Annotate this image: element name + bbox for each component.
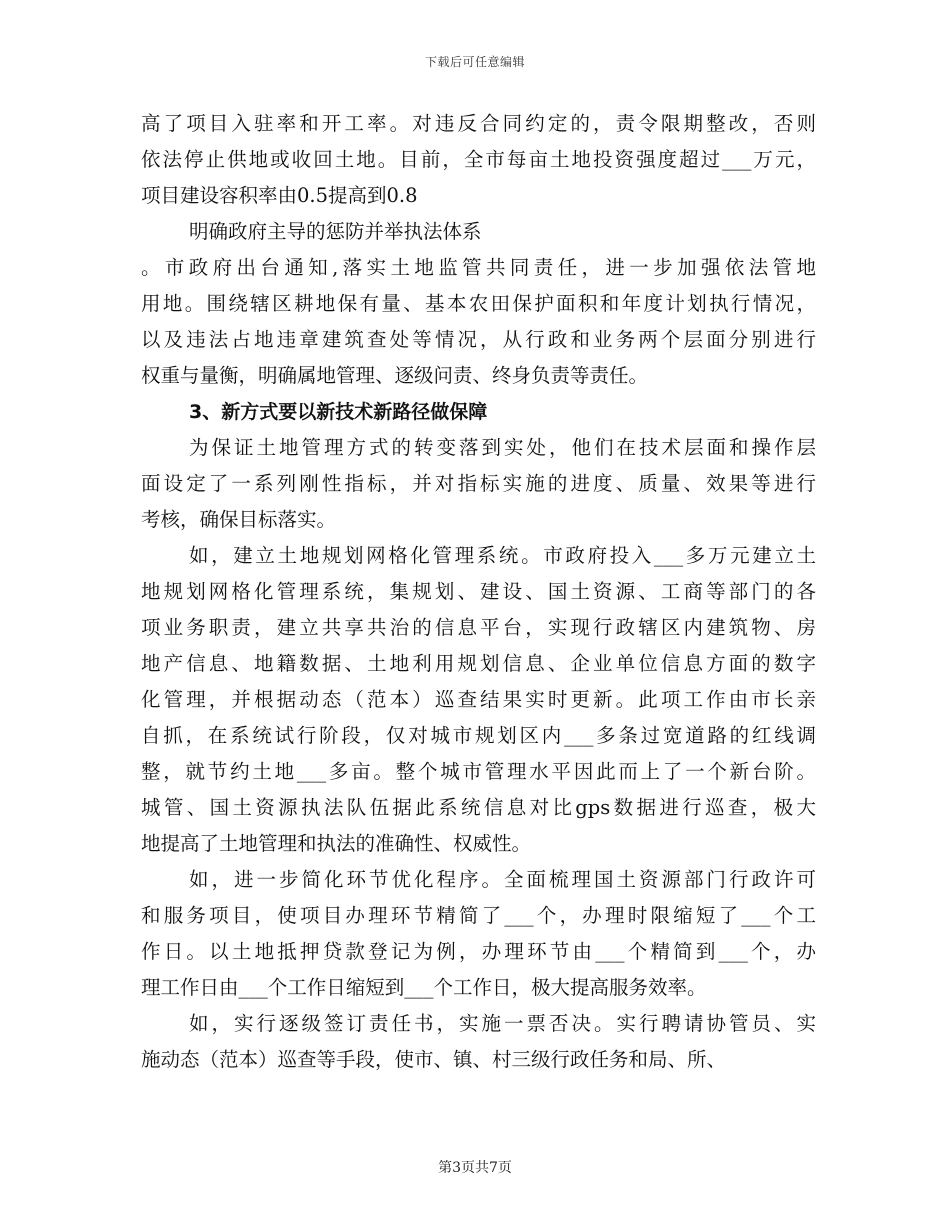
paragraph-enforcement-system [141, 214, 816, 250]
text-line: 如，建立土地规划网格化管理系统。市政府投入___多万元建立土 [189, 544, 816, 567]
text-line: 明确政府主导的惩防并举执法体系 [189, 220, 482, 243]
text-line: 。市政府出台通知,落实土地监管共同责任，进一步加强依法管地 [141, 256, 816, 279]
text-line: 地产信息、地籍数据、土地利用规划信息、企业单位信息方面的数字 [141, 652, 816, 675]
text-line: 自抓，在系统试行阶段，仅对城市规划区内___多条过宽道路的红线调 [141, 724, 816, 747]
text-line: 以及违法占地违章建筑查处等情况，从行政和业务两个层面分别进行 [141, 328, 816, 351]
text-line: 和服务项目，使项目办理环节精简了___个，办理时限缩短了___个工 [141, 904, 816, 927]
page-footer: 第3页共7页 [438, 1160, 512, 1176]
paragraph-rigid-indicators [141, 430, 816, 538]
text-line: 高了项目入驻率和开工率。对违反合同约定的，责令限期整改，否则 [141, 112, 816, 135]
text-line: 依法停止供地或收回土地。目前，全市每亩土地投资强度超过___万元， [141, 148, 816, 171]
text-line: 整，就节约土地___多亩。整个城市管理水平因此而上了一个新台阶。 [141, 760, 816, 783]
text-line: 权重与量衡，明确属地管理、逐级问责、终身负责等责任。 [141, 364, 649, 387]
text-line: 为保证土地管理方式的转变落到实处，他们在技术层面和操作层 [189, 436, 816, 459]
paragraph-simplify-process [141, 862, 816, 1006]
text-line: 化管理，并根据动态（范本）巡查结果实时更新。此项工作由市长亲 [141, 688, 816, 711]
text-line: 地提高了土地管理和执法的准确性、权威性。 [141, 832, 532, 855]
paragraph-city-notice [141, 250, 816, 394]
paragraph-project-rate [141, 106, 816, 214]
page-header: 下载后可任意编辑 [424, 55, 525, 69]
text-line: 项业务职责，建立共享共治的信息平台，实现行政辖区内建筑物、房 [141, 616, 816, 639]
text-line: 如，实行逐级签订责任书，实施一票否决。实行聘请协管员、实 [189, 1012, 816, 1035]
section-heading: 3、新方式要以新技术新路径做保障 [189, 401, 488, 423]
text-line: 地规划网格化管理系统，集规划、建设、国土资源、工商等部门的各 [141, 580, 816, 603]
paragraph-grid-management [141, 538, 816, 862]
paragraph-responsibility [141, 1006, 816, 1078]
text-line: 作日。以土地抵押贷款登记为例，办理环节由___个精简到___个，办 [141, 940, 816, 963]
text-line: 施动态（范本）巡查等手段，使市、镇、村三级行政任务和局、所、 [141, 1048, 727, 1071]
text-line: 如，进一步简化环节优化程序。全面梳理国土资源部门行政许可 [189, 868, 816, 891]
document-body [141, 106, 816, 1078]
text-line: 面设定了一系列刚性指标，并对指标实施的进度、质量、效果等进行 [141, 472, 816, 495]
text-line: 考核，确保目标落实。 [141, 508, 337, 531]
text-line: 理工作日由___个工作日缩短到___个工作日，极大提高服务效率。 [141, 976, 707, 999]
text-line: 城管、国土资源执法队伍据此系统信息对比gps数据进行巡查，极大 [141, 796, 816, 819]
text-line: 用地。围绕辖区耕地保有量、基本农田保护面积和年度计划执行情况， [141, 292, 816, 315]
text-line: 项目建设容积率由0.5提高到0.8 [141, 184, 418, 207]
